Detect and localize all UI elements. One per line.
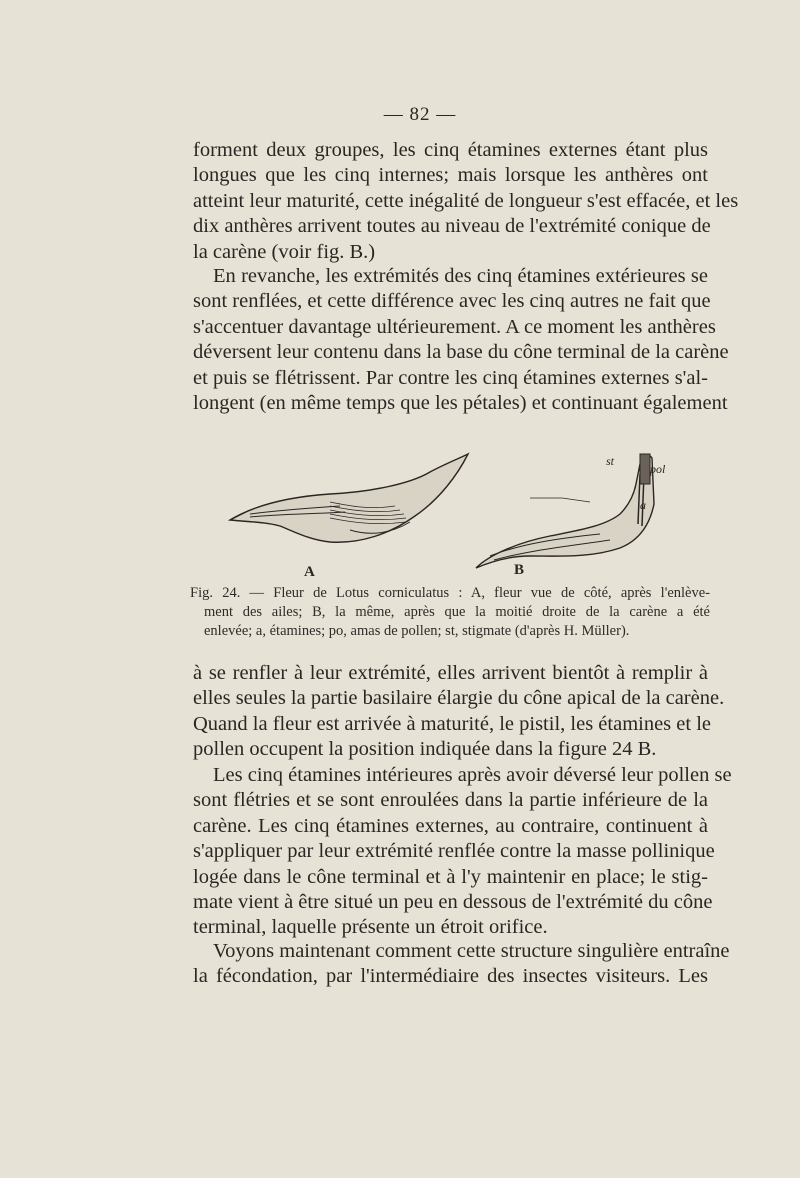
text-line: longent (en même temps que les pétales) et continuant également: [193, 392, 728, 415]
text-line: atteint leur maturité, cette inégalité de longueur s'est effacée, et les: [193, 189, 739, 212]
text-line: déversent leur contenu dans la base du cône terminal de la carène: [193, 341, 729, 364]
annotation-pol: pol: [650, 462, 666, 476]
caption-line: enlevée; a, étamines; po, amas de pollen; st, stigmate (d'après H. Müller).: [204, 623, 630, 639]
flower-b-drawing: [470, 444, 700, 574]
annotation-a: a: [640, 498, 646, 512]
text-line: s'appliquer par leur extrémité renflée contre la masse pollinique: [193, 840, 715, 863]
text-line: la carène (voir fig. B.): [193, 240, 376, 263]
paragraph-4: [193, 763, 732, 941]
text-line: En revanche, les extrémités des cinq étamines extérieures se: [213, 265, 708, 287]
text-line: carène. Les cinq étamines externes, au contraire, continuent à: [193, 814, 708, 837]
figure-label-a: A: [304, 564, 315, 580]
text-line: sont flétries et se sont enroulées dans la partie inférieure de la: [193, 789, 708, 812]
figure-24: [220, 444, 710, 584]
text-line: à se renfler à leur extrémité, elles arrivent bientôt à remplir à: [193, 662, 708, 684]
paragraph-2: [193, 264, 729, 416]
text-line: forment deux groupes, les cinq étamines externes étant plus: [193, 139, 708, 161]
text-line: Les cinq étamines intérieures après avoir déversé leur pollen se: [213, 764, 732, 786]
caption-line: Fig. 24. — Fleur de Lotus corniculatus : A, fleur vue de côté, après l'enlève-: [190, 585, 710, 601]
text-line: elles seules la partie basilaire élargie du cône apical de la carène.: [193, 687, 725, 710]
page-number: — 82 —: [383, 104, 457, 125]
text-line: mate vient à être situé un peu en dessous de l'extrémité du cône: [193, 891, 713, 914]
text-line: la fécondation, par l'intermédiaire des insectes visiteurs. Les: [193, 965, 708, 988]
text-line: pollen occupent la position indiquée dans la figure 24 B.: [193, 738, 657, 761]
text-line: terminal, laquelle présente un étroit orifice.: [193, 916, 548, 939]
annotation-st: st: [606, 454, 615, 468]
figure-label-b: B: [514, 562, 525, 578]
text-line: Voyons maintenant comment cette structure singulière entraîne: [213, 940, 730, 962]
paragraph-3: [193, 661, 725, 763]
paragraph-1: [193, 138, 739, 265]
paragraph-5: [193, 939, 730, 990]
figure-caption: [190, 584, 710, 641]
text-line: logée dans le cône terminal et à l'y maintenir en place; le stig-: [193, 865, 708, 888]
flower-a-drawing: [220, 444, 480, 564]
text-line: longues que les cinq internes; mais lorsque les anthères ont: [193, 164, 708, 187]
caption-line: ment des ailes; B, la même, après que la moitié droite de la carène a été: [204, 604, 710, 620]
text-line: Quand la fleur est arrivée à maturité, le pistil, les étamines et le: [193, 712, 711, 735]
text-line: et puis se flétrissent. Par contre les cinq étamines externes s'al-: [193, 366, 708, 389]
text-line: s'accentuer davantage ultérieurement. A ce moment les anthères: [193, 315, 716, 338]
text-line: sont renflées, et cette différence avec les cinq autres ne fait que: [193, 290, 711, 313]
text-line: dix anthères arrivent toutes au niveau de l'extrémité conique de: [193, 215, 711, 238]
